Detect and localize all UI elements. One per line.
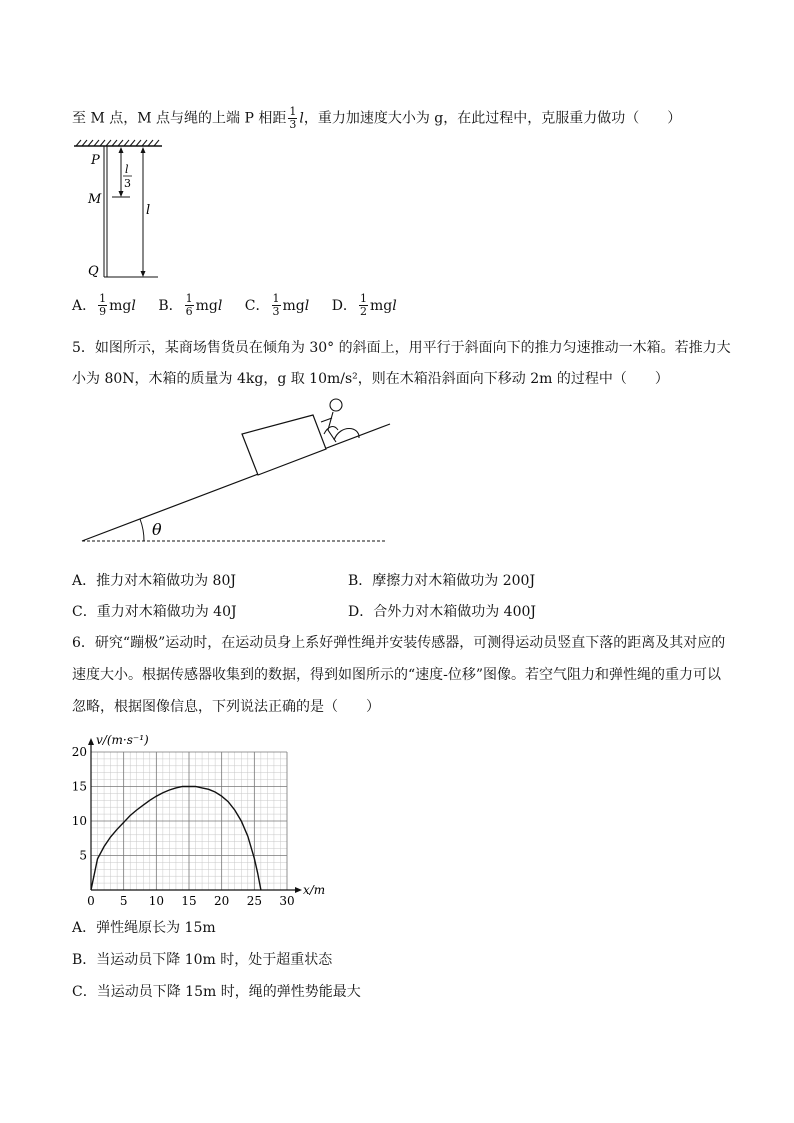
q6-option-b[interactable]: B．当运动员下降 10m 时，处于超重状态 xyxy=(72,952,333,968)
q6-line-2: 速度大小。根据传感器收集到的数据，得到如图所示的“速度-位移”图像。若空气阻力和弹性绳的重力可以 xyxy=(72,667,722,683)
y-tick-label: 5 xyxy=(79,848,87,863)
q5-option-a[interactable]: A．推力对木箱做功为 80J xyxy=(72,573,236,589)
x-axis-arrow xyxy=(295,887,302,893)
q5-option-b[interactable]: B．摩擦力对木箱做功为 200J xyxy=(348,573,536,589)
wooden-box xyxy=(242,415,326,475)
person-head xyxy=(330,399,342,411)
q4-stem-var-l: l xyxy=(299,110,304,127)
l-arrowhead-top xyxy=(141,147,146,153)
label-l: l xyxy=(146,203,151,218)
x-tick-label: 10 xyxy=(148,894,164,908)
ceiling-hatch xyxy=(76,140,159,146)
x-tick-label: 0 xyxy=(87,894,95,908)
l3-arrowhead-top xyxy=(119,147,124,153)
label-l3-den: 3 xyxy=(124,177,131,190)
q4-stem-part-b: ，重力加速度大小为 g，在此过程中，克服重力做功（ ） xyxy=(303,110,682,127)
q6-line-3: 忽略，根据图像信息，下列说法正确的是（ ） xyxy=(72,699,380,715)
y-axis-label: v/(m·s⁻¹) xyxy=(96,733,149,747)
x-tick-label: 25 xyxy=(246,894,262,908)
x-tick-label: 5 xyxy=(119,894,128,908)
velocity-displacement-chart xyxy=(60,728,350,908)
q4-stem-part-a: 至 M 点，M 点与绳的上端 P 相距 xyxy=(72,110,287,127)
x-axis-label: x/m xyxy=(303,883,326,897)
y-axis-arrow xyxy=(88,738,94,745)
theta-label: θ xyxy=(152,520,162,539)
label-p: P xyxy=(91,153,100,168)
q5-option-d[interactable]: D．合外力对木箱做功为 400J xyxy=(348,604,537,620)
angle-arc xyxy=(140,519,144,541)
x-tick-label: 20 xyxy=(214,894,230,908)
label-m: M xyxy=(88,192,102,207)
q5-line-1: 5．如图所示，某商场售货员在倾角为 30° 的斜面上，用平行于斜面向下的推力匀速推动一木箱。若推力大 xyxy=(72,340,731,356)
x-tick-label: 15 xyxy=(181,894,197,908)
q6-option-c[interactable]: C．当运动员下降 15m 时，绳的弹性势能最大 xyxy=(72,984,361,1000)
q6-option-a[interactable]: A．弹性绳原长为 15m xyxy=(72,920,216,936)
y-tick-label: 20 xyxy=(71,745,87,759)
q4-option-b[interactable]: B． $\frac{1}{6}$ mgl xyxy=(158,292,223,318)
label-q: Q xyxy=(88,264,99,279)
q4-stem xyxy=(72,106,681,131)
y-tick-label: 15 xyxy=(71,779,87,794)
q4-option-a[interactable]: A． $\frac{1}{9}$ mgl xyxy=(72,292,136,318)
l3-arrowhead-bottom xyxy=(119,191,124,197)
label-l3-num: l xyxy=(125,163,129,176)
q4-option-d[interactable]: D． $\frac{1}{2}$ mgl xyxy=(331,292,397,318)
person-torso xyxy=(324,427,338,434)
rope-figure xyxy=(70,140,180,280)
l-arrowhead-bottom xyxy=(141,271,146,277)
y-tick-label: 10 xyxy=(71,814,87,828)
incline-figure xyxy=(78,396,398,548)
q6-line-1: 6．研究“蹦极”运动时，在运动员身上系好弹性绳并安装传感器，可测得运动员竖直下落的距离及其对应的 xyxy=(72,635,726,651)
incline-line xyxy=(82,424,390,541)
q5-option-c[interactable]: C．重力对木箱做功为 40J xyxy=(72,604,237,620)
q4-option-c[interactable]: C． $\frac{1}{3}$ mgl xyxy=(244,292,310,318)
q4-options xyxy=(72,293,397,318)
q4-stem-fraction: $\frac{1}{3}$ xyxy=(289,105,297,131)
x-tick-label: 30 xyxy=(279,894,295,908)
person-legs xyxy=(334,429,359,441)
q5-line-2: 小为 80N，木箱的质量为 4kg，g 取 10m/s²，则在木箱沿斜面向下移动 2m 的过程中（ ） xyxy=(72,371,669,387)
